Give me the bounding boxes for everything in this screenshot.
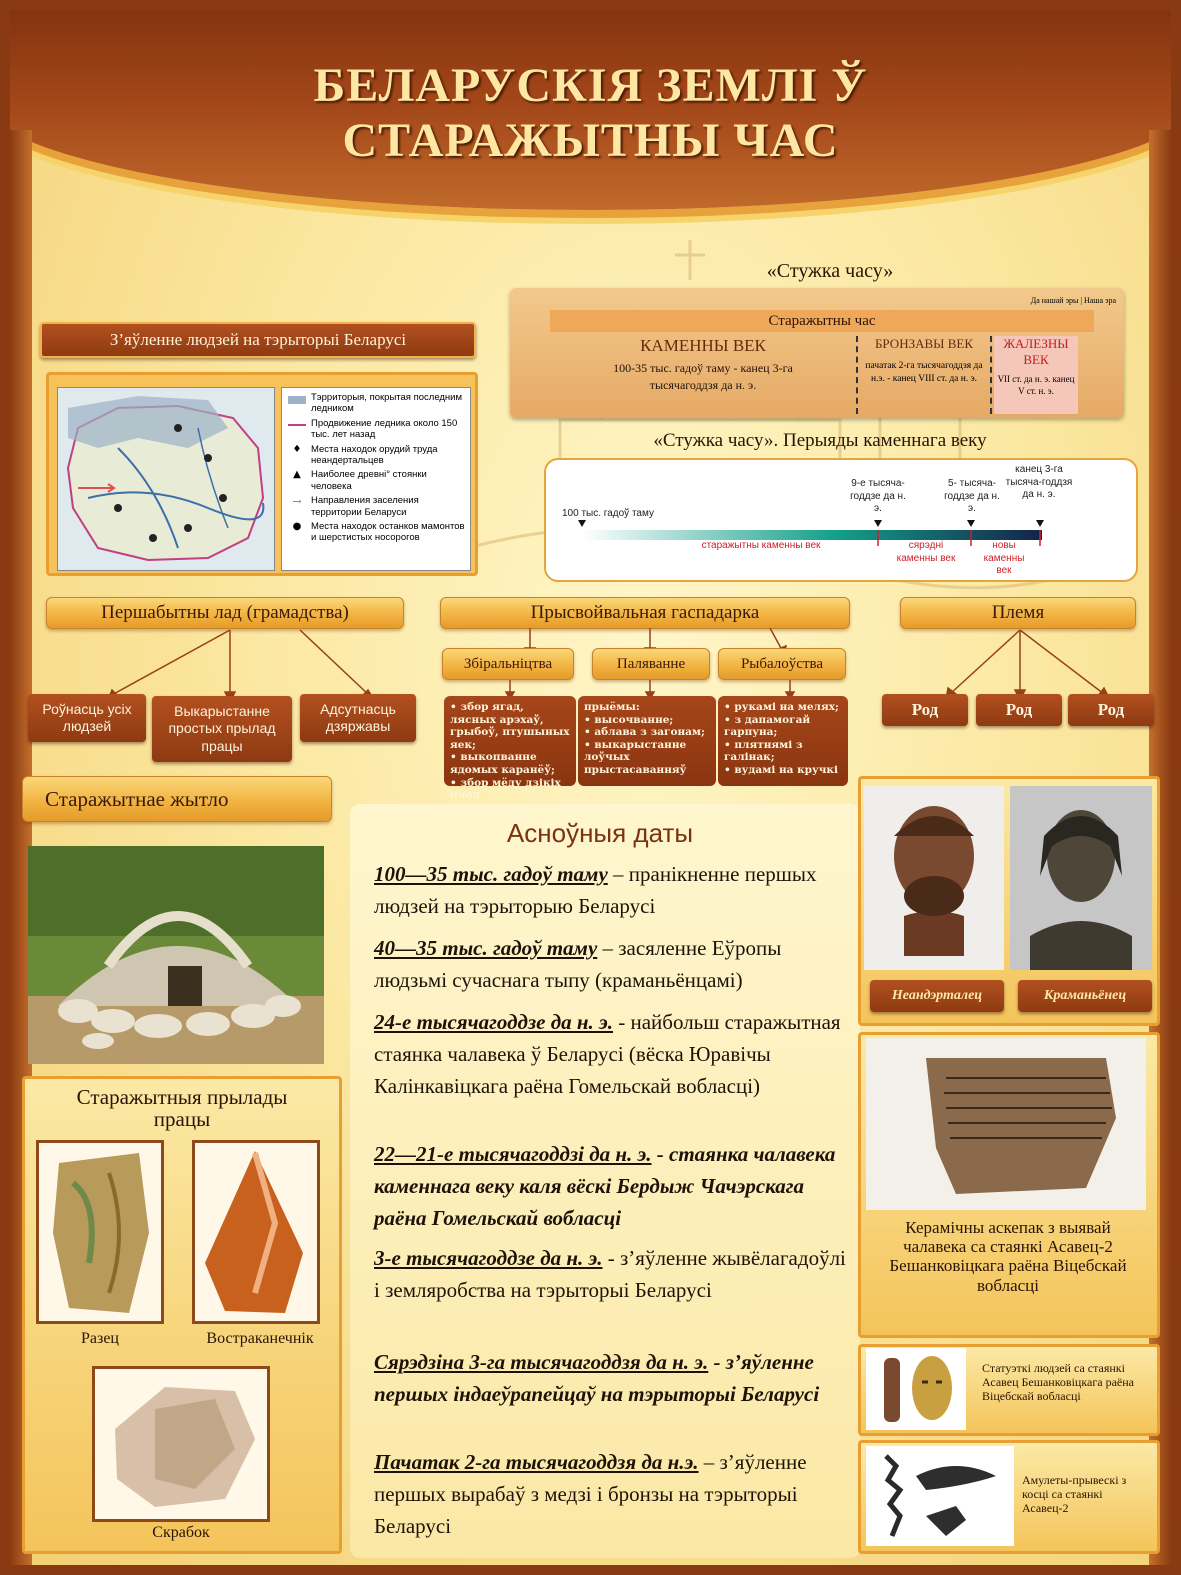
hunting-intro: прыёмы:	[584, 701, 640, 713]
appearance-heading: З’яўленне людзей на тэрыторыі Беларусі	[40, 322, 476, 358]
figurines-photo	[866, 1348, 966, 1430]
key-dates-heading: Асноўныя даты	[506, 818, 694, 848]
burin-image	[39, 1143, 161, 1321]
list-item: • вудамі на кручкі	[724, 764, 842, 777]
stone-age-name: КАМЕННЫ ВЕК	[640, 336, 766, 355]
mark2-label: 5- тысяча-годдзе да н. э.	[944, 478, 1000, 514]
fishing-label: Рыбалоўства	[718, 648, 846, 680]
primitive-item: Адсутнасць дзяржавы	[300, 694, 416, 742]
date-label: 22—21-е тысячагоддзі да н. э.	[374, 1142, 652, 1166]
legend-text: Наиболее древні° стоянки человека	[311, 469, 427, 492]
date-entry	[374, 858, 854, 922]
clan-box: Род	[1068, 694, 1154, 726]
date-description: - з’яўленне першых індаеўрапейцаў на тэрыторыі Беларусі	[374, 1350, 820, 1406]
dwelling-photo	[28, 846, 324, 1064]
period2-label: сярэдні каменны век	[896, 540, 956, 564]
date-label: 24-е тысячагоддзе да н. э.	[374, 1010, 613, 1034]
timeline-gradient	[582, 530, 1042, 540]
neanderthal-label: Неандэрталец	[870, 980, 1004, 1012]
cromagnon-label: Краманьёнец	[1018, 980, 1152, 1012]
tool-photo-point	[192, 1140, 320, 1324]
cromagnon-photo	[1010, 786, 1152, 970]
tool-photo-scraper	[92, 1366, 270, 1522]
iron-age-name: ЖАЛЕЗНЫ ВЕК	[1003, 336, 1069, 368]
ceramic-photo	[866, 1038, 1146, 1210]
list-item: • высочванне;	[584, 714, 710, 727]
date-description: - з’яўленне жывёлагадоўлі і земляробства на тэрыторыі Беларусі	[374, 1246, 846, 1302]
list-item: • выкопванне ядомых каранёў;	[450, 751, 570, 776]
list-item: • збор ягад, лясных арэхаў, грыбоў, птушыных яек;	[450, 701, 570, 751]
date-entry	[374, 1446, 854, 1542]
legend-text: Направления заселения территории Беларуси	[311, 495, 419, 518]
legend-row	[288, 521, 466, 544]
amulets-caption: Амулеты-прывескі з косці са стаянкі Асавец-2	[1022, 1473, 1127, 1515]
ceramic-caption: Керамічны аскепак з выявай чалавека са стаянкі Асавец-2 Бешанковіцкага раёна Віцебскай вобласці	[889, 1218, 1127, 1295]
date-entry	[374, 1242, 854, 1306]
scroll	[510, 288, 1124, 418]
list-item: • выкарыстанне лоўчых прыстасаванняў	[584, 739, 710, 777]
map-frame	[46, 372, 478, 576]
mark2-marker-icon	[967, 520, 975, 527]
list-item: • плятнямі з галінак;	[724, 739, 842, 764]
date-label: 100—35 тыс. гадоў таму	[374, 862, 608, 886]
start-marker-icon	[578, 520, 586, 527]
gathering-list	[444, 696, 576, 802]
iron-age-dates: VII ст. да н. э. канец V ст. н. э.	[997, 373, 1075, 396]
primitive-item: Роўнасць усіх людзей	[28, 694, 146, 742]
ceramic-shard-image	[866, 1038, 1146, 1210]
date-label: 3-е тысячагоддзе да н. э.	[374, 1246, 603, 1270]
primitive-item: Выкарыстанне простых прылад працы	[152, 696, 292, 762]
arrow-icon: →	[292, 495, 302, 509]
timeline-heading: «Стужка часу»	[766, 260, 894, 282]
list-item: • аблава з загонам;	[584, 726, 710, 739]
economy-heading: Прысвойвальная гаспадарка	[440, 597, 850, 629]
date-entry	[374, 1006, 854, 1102]
bronze-age-cell	[860, 336, 988, 414]
stone-age-dates: 100-35 тыс. гадоў таму - канец 3-га тысячагоддзя да н. э.	[613, 361, 793, 392]
amulets-photo	[866, 1446, 1014, 1546]
stone-periods-heading: «Стужка часу». Перыяды каменнага веку	[653, 430, 987, 451]
primitive-heading: Першабытны лад (грамадства)	[46, 597, 404, 629]
stone-periods-bar	[546, 460, 1140, 584]
mark1-label: 9-е тысяча-годдзе да н. э.	[850, 478, 906, 514]
list-item: • збор мёду дзікіх пчол	[450, 777, 570, 802]
legend-row	[288, 418, 466, 441]
mammoth-bone-hut-image	[28, 846, 324, 1064]
date-description: – з’яўленне першых вырабаў з медзі і бронзы на тэрыторыі Беларусі	[374, 1450, 807, 1538]
mark3-marker-icon	[1036, 520, 1044, 527]
neanderthal-photo	[864, 786, 1004, 970]
list-item: • з дапамогай гарпуна;	[724, 714, 842, 739]
divider	[990, 336, 992, 414]
bronze-age-dates: пачатак 2-га тысячагоддзя да н.э. - канец VIII ст. да н. э.	[865, 361, 983, 384]
gathering-label: Збіральніцтва	[442, 648, 574, 680]
legend-text: Тэрриторыя, покрытая последним ледником	[311, 392, 463, 415]
amulets-image	[866, 1446, 1014, 1546]
date-description: - найбольш старажытная стаянка чалавека ў Беларусі (вёска Юравічы Калінкавіцкага раёна Гомельскай вобласці)	[374, 1010, 841, 1098]
legend-text: Места находок орудий труда неандертальцев	[311, 443, 438, 466]
legend-row	[288, 444, 466, 467]
era-note: Да нашай эры | Наша эра	[1030, 296, 1116, 305]
date-entry	[374, 932, 854, 996]
fishing-list	[718, 696, 848, 786]
hunting-list	[578, 696, 716, 786]
iron-age-cell	[994, 336, 1078, 414]
mark1-marker-icon	[874, 520, 882, 527]
legend-row	[288, 469, 466, 492]
dwelling-heading: Старажытнае жытло	[22, 776, 332, 822]
page-title-line2: СТАРАЖЫТНЫ ЧАС	[342, 114, 839, 167]
date-label: Пачатак 2-га тысячагоддзя да н.э.	[374, 1450, 699, 1474]
stone-age-cell	[554, 336, 852, 406]
date-description: – засяленне Еўропы людзьмі сучаснага тыпу (краманьёнцамі)	[374, 936, 782, 992]
neanderthal-bust-image	[864, 786, 1004, 970]
belarus-map	[57, 387, 275, 571]
hunting-label: Паляванне	[592, 648, 710, 680]
point-image	[195, 1143, 317, 1321]
stone-periods-box	[544, 458, 1138, 582]
legend-row	[288, 392, 466, 415]
scraper-image	[95, 1369, 267, 1519]
figurines-caption: Статуэткі людзей са стаянкі Асавец Бешанковіцкага раёна Віцебскай вобласці	[982, 1361, 1134, 1403]
legend-text: Места находок останков мамонтов и шерстистых носорогов	[311, 520, 465, 544]
tribe-heading: Племя	[900, 597, 1136, 629]
ancient-label: Старажытны час	[550, 310, 1094, 332]
legend-row	[288, 495, 466, 518]
period3-label: новы каменны век	[983, 540, 1025, 576]
clan-box: Род	[976, 694, 1062, 726]
tool-label: Скрабок	[152, 1524, 210, 1541]
tool-label: Разец	[81, 1330, 119, 1347]
date-description: - стаянка чалавека каменнага веку каля вёскі Бердыж Чачэрскага раёна Гомельскай вобласці	[374, 1142, 836, 1230]
glacier-swatch	[288, 396, 306, 404]
divider	[856, 336, 858, 414]
clan-box: Род	[882, 694, 968, 726]
tool-label: Востраканечнік	[206, 1330, 314, 1347]
mammoth-icon: ●	[292, 520, 302, 532]
date-label: Сярэдзіна 3-га тысячагоддзя да н. э.	[374, 1350, 709, 1374]
start-label: 100 тыс. гадоў таму	[562, 508, 654, 519]
legend-text: Продвижение ледника около 150 тыс. лет назад	[311, 417, 458, 441]
mark3-label: канец 3-га тысяча-годдзя да н. э.	[1005, 464, 1073, 500]
date-label: 40—35 тыс. гадоў таму	[374, 936, 598, 960]
map-legend	[281, 387, 471, 571]
date-description: – пранікненне першых людзей на тэрыторыю Беларусі	[374, 862, 817, 918]
tool-find-icon: ♦	[292, 443, 302, 455]
bronze-age-name: БРОНЗАВЫ ВЕК	[874, 336, 974, 351]
date-entry	[374, 1138, 854, 1234]
list-item: • рукамі на мелях;	[724, 701, 842, 714]
period1-label: старажытны каменны век	[701, 540, 821, 551]
cromagnon-bust-image	[1010, 786, 1152, 970]
map-drawing	[58, 388, 276, 572]
tool-photo-burin	[36, 1140, 164, 1324]
tools-heading: Старажытныя прылады працы	[76, 1085, 288, 1132]
figurines-image	[866, 1348, 966, 1430]
camp-icon: ▲	[293, 469, 301, 481]
poster	[10, 10, 1171, 1565]
glacier-line-swatch	[288, 424, 306, 426]
date-entry	[374, 1346, 854, 1410]
page-title-line1: БЕЛАРУСКІЯ ЗЕМЛІ Ў	[313, 59, 868, 112]
